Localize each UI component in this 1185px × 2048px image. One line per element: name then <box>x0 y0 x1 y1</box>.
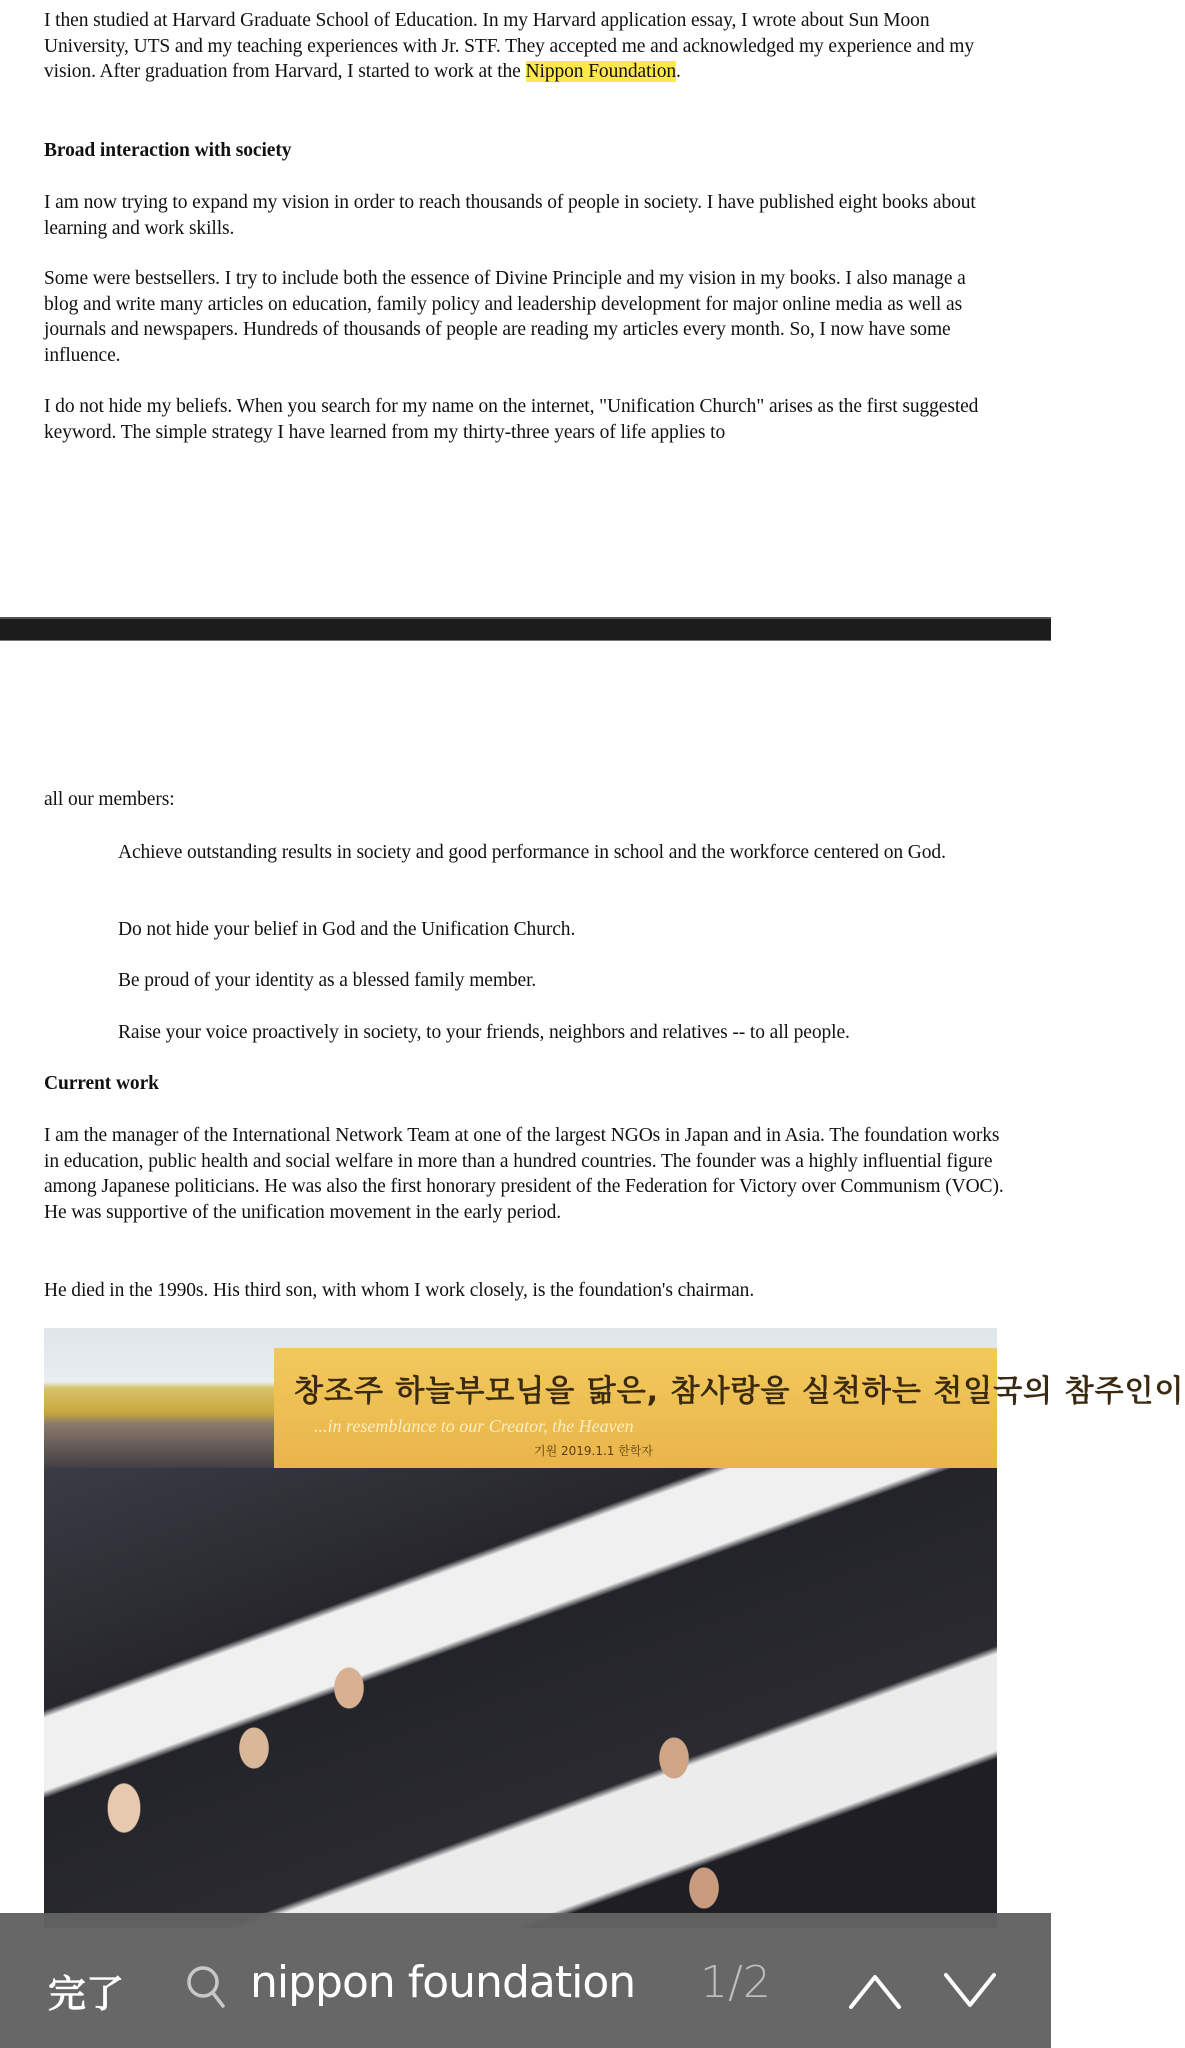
section-heading-current-work: Current work <box>44 1073 159 1094</box>
conference-photo <box>44 1328 1185 1928</box>
done-button[interactable]: 完了 <box>48 1972 125 2016</box>
chevron-down-icon[interactable] <box>940 1971 1000 2011</box>
chevron-up-icon[interactable] <box>845 1971 905 2011</box>
photo-banner <box>274 1348 1185 1468</box>
banner-date-text: 기원 2019.1.1 한학자 <box>534 1444 654 1458</box>
paragraph-harvard <box>44 8 1004 85</box>
paragraph-text-end: . <box>676 61 681 82</box>
paragraph-current-work: I am the manager of the International Network Team at one of the largest NGOs in Japan and in Asia. The foundation works in education, public health and social welfare in more than a hundred countries. The founder was a highly influential figure among Japanese politicians. He was also the first honorary president of the Federation for Victory over Communism (VOC). He was supportive of the unification movement in the early period. <box>44 1125 1004 1223</box>
list-item: Do not hide your belief in God and the Unification Church. <box>118 919 576 940</box>
list-item: Achieve outstanding results in society and good performance in school and the workforce centered on God. <box>118 842 946 863</box>
paragraph-founder-son: He died in the 1990s. His third son, with whom I work closely, is the foundation's chairman. <box>44 1280 755 1301</box>
find-query-input[interactable]: nippon foundation <box>250 1957 636 2008</box>
page-separator <box>0 617 1051 641</box>
list-item: Be proud of your identity as a blessed family member. <box>118 970 537 991</box>
list-item: Raise your voice proactively in society, to your friends, neighbors and relatives -- to all people. <box>118 1022 850 1043</box>
paragraph-books: I am now trying to expand my vision in order to reach thousands of people in society. I have published eight books about learning and work skills. <box>44 192 976 239</box>
paragraph-continuation: all our members: <box>44 789 175 810</box>
paragraph-beliefs: I do not hide my beliefs. When you search for my name on the internet, "Unification Church" arises as the first suggested keyword. The simple strategy I have learned from my thirty-three years of life applies to <box>44 396 979 443</box>
paragraph-text: I then studied at Harvard Graduate School of Education. In my Harvard application essay, I wrote about Sun Moon University, UTS and my teaching experiences with Jr. STF. They accepted me and acknowledged my experience and my vision. After graduation from Harvard, I started to work at the <box>44 10 974 82</box>
photo-audience <box>44 1468 997 1928</box>
search-highlight[interactable]: Nippon Foundation <box>525 61 677 82</box>
banner-korean-text: 창조주 하늘부모님을 닮은, 참사랑을 실천하는 천일국의 참주인이 <box>294 1374 1185 1409</box>
find-in-page-bar <box>0 1913 1051 2048</box>
match-count: 1/2 <box>700 1957 771 2008</box>
search-icon <box>186 1965 226 2009</box>
document-page-1 <box>0 0 1051 617</box>
section-heading-broad-interaction: Broad interaction with society <box>44 140 292 161</box>
banner-english-text: ...in resemblance to our Creator, the Heaven <box>314 1416 634 1436</box>
paragraph-bestsellers: Some were bestsellers. I try to include both the essence of Divine Principle and my vision in my books. I also manage a blog and write many articles on education, family policy and leadership development for major online media as well as journals and newspapers. Hundreds of thousands of people are reading my articles every month. So, I now have some influence. <box>44 268 966 366</box>
